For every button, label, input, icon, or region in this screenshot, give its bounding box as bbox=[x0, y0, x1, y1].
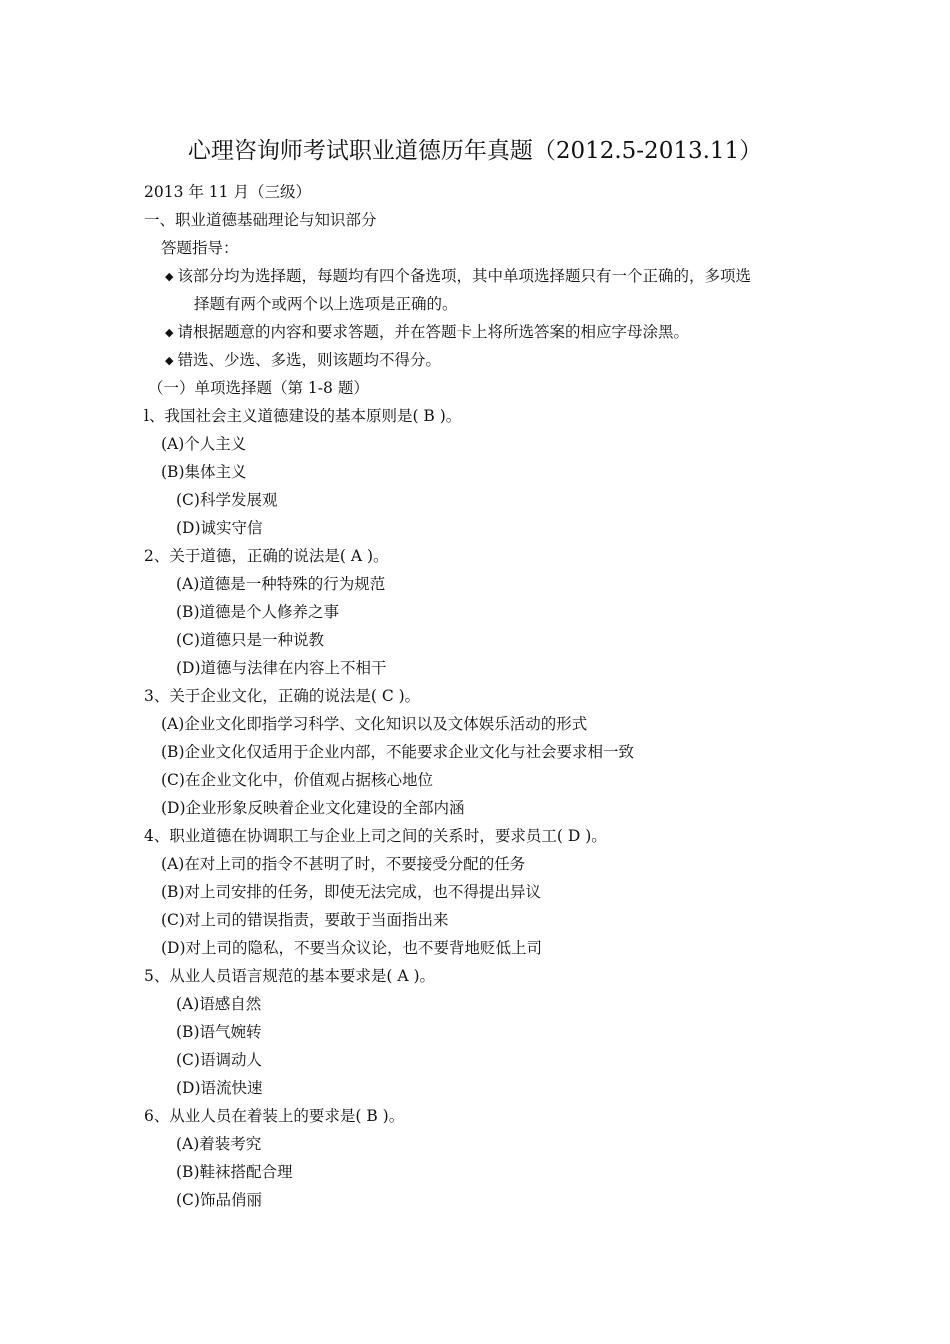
question-option: (D)语流快速 bbox=[176, 1079, 263, 1097]
instruction-item: ◆ 请根据题意的内容和要求答题，并在答题卡上将所选答案的相应字母涂黑。 bbox=[165, 323, 689, 341]
question-option: (B)道德是个人修养之事 bbox=[176, 603, 339, 621]
question-option: (D)对上司的隐私，不要当众议论，也不要背地贬低上司 bbox=[161, 939, 543, 957]
question-option: (D)企业形象反映着企业文化建设的全部内涵 bbox=[161, 799, 465, 817]
question-option: (A)个人主义 bbox=[161, 435, 247, 453]
subsection-heading: （一）单项选择题（第 1-8 题） bbox=[148, 379, 369, 397]
question-stem: 6、从业人员在着装上的要求是( B )。 bbox=[144, 1107, 405, 1125]
question-stem: 2、关于道德，正确的说法是( A )。 bbox=[144, 547, 389, 565]
question-stem: l、我国社会主义道德建设的基本原则是( B )。 bbox=[144, 407, 462, 425]
question-option: (C)在企业文化中，价值观占据核心地位 bbox=[161, 771, 433, 789]
instruction-item-continued: 择题有两个或两个以上选项是正确的。 bbox=[194, 295, 458, 313]
diamond-bullet-icon: ◆ bbox=[165, 326, 174, 339]
question-option: (C)对上司的错误指责，要敢于当面指出来 bbox=[161, 911, 449, 929]
diamond-bullet-icon: ◆ bbox=[165, 354, 174, 367]
question-option: (C)饰品俏丽 bbox=[176, 1191, 262, 1209]
question-option: (C)科学发展观 bbox=[176, 491, 278, 509]
exam-date: 2013 年 11 月（三级） bbox=[144, 183, 311, 201]
question-stem: 3、关于企业文化，正确的说法是( C )。 bbox=[144, 687, 421, 705]
question-option: (B)集体主义 bbox=[161, 463, 247, 481]
question-option: (C)道德只是一种说教 bbox=[176, 631, 324, 649]
question-option: (B)对上司安排的任务，即使无法完成，也不得提出异议 bbox=[161, 883, 541, 901]
question-option: (B)鞋袜搭配合理 bbox=[176, 1163, 293, 1181]
document-title: 心理咨询师考试职业道德历年真题（2012.5-2013.11） bbox=[187, 138, 763, 164]
question-option: (A)企业文化即指学习科学、文化知识以及文体娱乐活动的形式 bbox=[161, 715, 588, 733]
question-stem: 5、从业人员语言规范的基本要求是( A )。 bbox=[144, 967, 436, 985]
question-option: (A)着装考究 bbox=[176, 1135, 262, 1153]
question-option: (C)语调动人 bbox=[176, 1051, 262, 1069]
instructions-label: 答题指导： bbox=[161, 239, 239, 257]
instruction-item: ◆ 错选、少选、多选，则该题均不得分。 bbox=[165, 351, 441, 369]
question-option: (D)道德与法律在内容上不相干 bbox=[176, 659, 387, 677]
question-option: (A)在对上司的指令不甚明了时，不要接受分配的任务 bbox=[161, 855, 526, 873]
diamond-bullet-icon: ◆ bbox=[165, 270, 174, 283]
question-option: (D)诚实守信 bbox=[176, 519, 263, 537]
question-stem: 4、职业道德在协调职工与企业上司之间的关系时，要求员工( D )。 bbox=[144, 827, 607, 845]
question-option: (B)语气婉转 bbox=[176, 1023, 262, 1041]
instruction-item: ◆ 该部分均为选择题，每题均有四个备选项，其中单项选择题只有一个正确的，多项选 bbox=[165, 267, 751, 285]
question-option: (A)语感自然 bbox=[176, 995, 262, 1013]
question-option: (B)企业文化仅适用于企业内部，不能要求企业文化与社会要求相一致 bbox=[161, 743, 634, 761]
question-option: (A)道德是一种特殊的行为规范 bbox=[176, 575, 386, 593]
section-heading: 一、职业道德基础理论与知识部分 bbox=[144, 211, 377, 229]
